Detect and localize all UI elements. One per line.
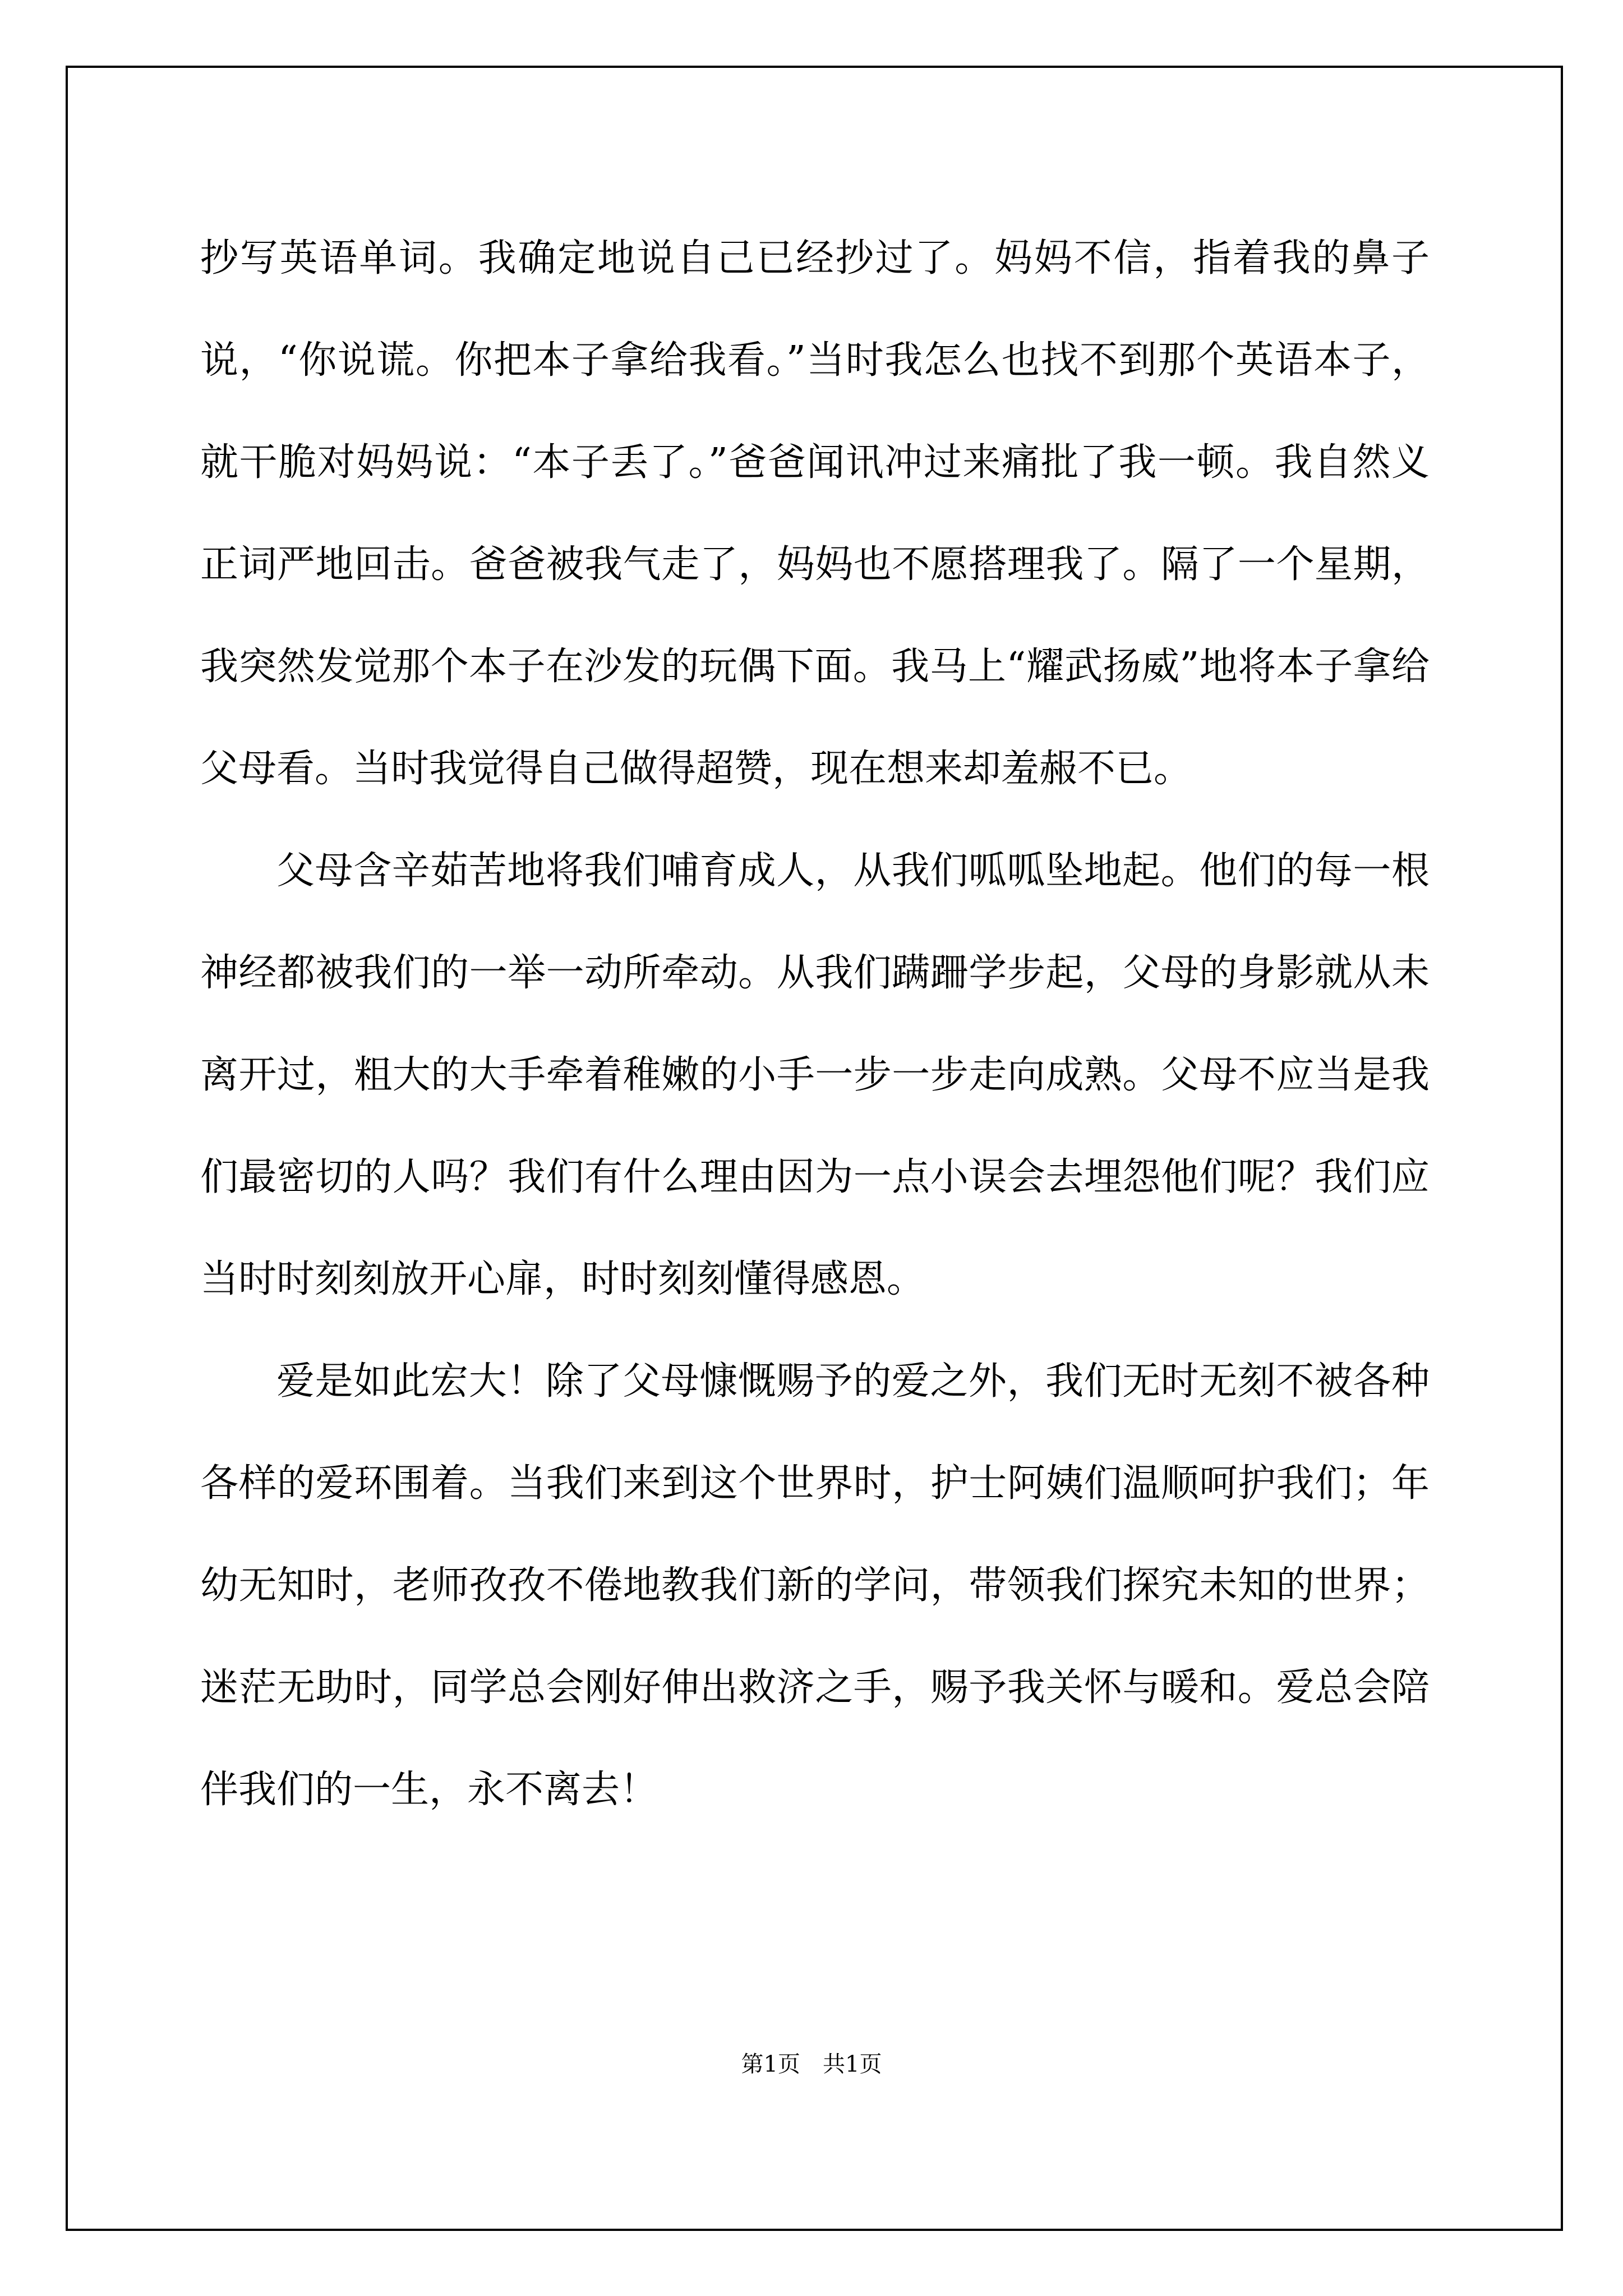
document-body [200,208,1430,1841]
paragraph-3: 爱是如此宏大！除了父母慷慨赐予的爱之外，我们无时无刻不被各种各样的爱环围着。当我们来到这个世界时，护士阿姨们温顺呵护我们；年幼无知时，老师孜孜不倦地教我们新的学问，带领我们探究未知的世界；迷茫无助时，同学总会刚好伸出救济之手，赐予我关怀与暖和。爱总会陪伴我们的一生，永不离去！ [200,1359,1430,1812]
page-number-footer: 第1页 共1页 [741,2051,882,2077]
paragraph-2: 父母含辛茹苦地将我们哺育成人，从我们呱呱坠地起。他们的每一根神经都被我们的一举一动所牵动。从我们蹒跚学步起，父母的身影就从未离开过，粗大的大手牵着稚嫩的小手一步一步走向成熟。父母不应当是我们最密切的人吗？我们有什么理由因为一点小误会去埋怨他们呢？我们应当时时刻刻放开心扉，时时刻刻懂得感恩。 [200,849,1430,1301]
paragraph-1: 抄写英语单词。我确定地说自己已经抄过了。妈妈不信，指着我的鼻子说，“你说谎。你把本子拿给我看。”当时我怎么也找不到那个英语本子，就干脆对妈妈说：“本子丢了。”爸爸闻讯冲过来痛批了我一顿。我自然义正词严地回击。爸爸被我气走了，妈妈也不愿搭理我了。隔了一个星期，我突然发觉那个本子在沙发的玩偶下面。我马上“耀武扬威”地将本子拿给父母看。当时我觉得自己做得超赞，现在想来却羞赧不已。 [200,236,1430,791]
